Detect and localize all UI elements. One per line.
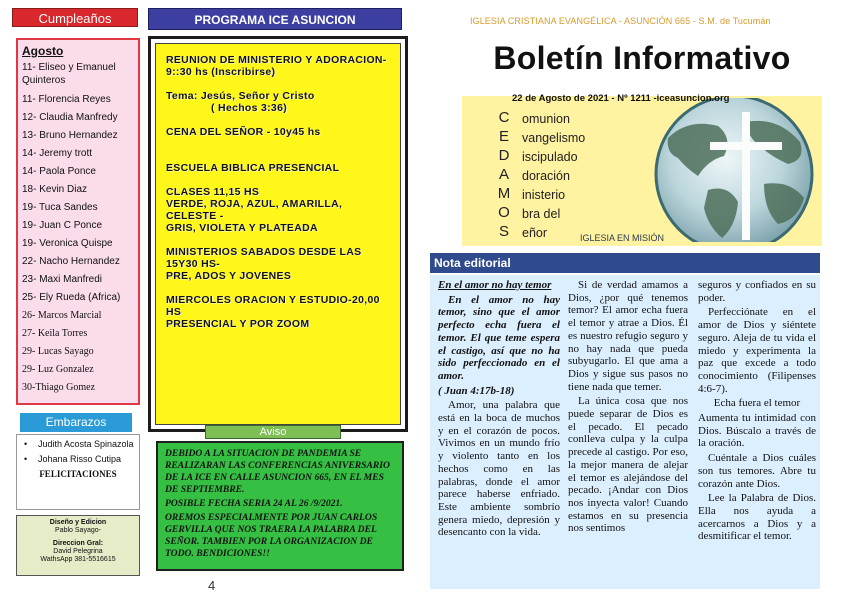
program-line: CENA DEL SEÑOR - 10y45 hs (166, 126, 321, 138)
cedamos-word: doración (522, 169, 570, 183)
program-line: MINISTERIOS SABADOS DESDE LAS 15Y30 HS- (166, 246, 362, 270)
article-verse: En el amor no hay temor, sino que el amor perfecto echa fuera el temor. El que teme espera el castigo, así que no ha sido perfeccionado en el amor. (438, 293, 560, 382)
cedamos-letter: O (498, 204, 510, 221)
list-item: 18- Kevin Diaz (22, 184, 88, 195)
list-item: 14- Paola Ponce (22, 166, 96, 177)
program-line: REUNION DE MINISTERIO Y ADORACION- 9::30 hs (Inscribirse) (166, 54, 387, 78)
aviso-paragraph: OREMOS ESPECIALMENTE POR JUAN CARLOS GERVILLA QUE NOS TRAERA LA PALABRA DEL SEÑOR. TAMBIEN POR LA ORGANIZACION DE TODO. BENDICIONES!! (165, 512, 378, 559)
contact-phone: WathsApp 381-5516615 (40, 556, 116, 563)
list-item: • Judith Acosta Spinazola (22, 439, 134, 450)
article-column-1 (438, 279, 560, 541)
design-name: Pablo Sayago- (55, 527, 101, 534)
cedamos-letters (492, 108, 516, 241)
article-paragraph: La única cosa que nos puede separar de Dios es el pecado. El pecado conlleva culpa y la culpa precede al castigo. Por eso, la mejor manera de alejar el temor es alejándose del pecado. ¡Andar con Dios nos inyecta valor! Cuando estamos en su presencia nos sentimos (568, 395, 688, 535)
cedamos-letter: S (498, 223, 509, 240)
director-name: David Pelegrina (53, 548, 103, 555)
list-item: 25- Ely Rueda (Africa) (22, 292, 121, 303)
article-paragraph: Perfecciónate en el amor de Dios y siéntete seguro. Aleja de tu vida el miedo y experimenta la paz que excede a todo conocimiento (Filipenses 4:6-7). (698, 306, 816, 395)
list-item: 23- Maxi Manfredi (22, 274, 103, 285)
nota-editorial-body (430, 275, 820, 589)
article-paragraph: Si de verdad amamos a Dios, ¿por qué tenemos temor? El amor echa fuera el temor y atrae a Dios. Él es nuestro refugio seguro y no hay nada que pueda subyugarlo. El que ama a Dios y sigue sus pasos no tiene nada que temer. (568, 279, 688, 393)
nota-editorial-title: Nota editorial (430, 253, 820, 273)
design-label: Diseño y Edicion (49, 519, 107, 526)
list-item: 29- Lucas Sayago (22, 346, 94, 357)
list-item: 13- Bruno Hernandez (22, 130, 118, 141)
article-paragraph: seguros y confiados en su poder. (698, 279, 816, 304)
issue-date: 22 de Agosto de 2021 - Nº 1211 -iceasuncion.org (512, 93, 730, 104)
list-item: 19- Veronica Quispe (22, 238, 113, 249)
list-item: 14- Jeremy trott (22, 148, 93, 159)
globe-cross-icon (638, 98, 818, 242)
cedamos-letter: A (498, 166, 509, 183)
program-line: Tema: Jesús, Señor y Cristo (166, 90, 315, 102)
embarazos-title: Embarazos (20, 413, 132, 432)
program-title: PROGRAMA ICE ASUNCION (148, 8, 402, 30)
aviso-title: Aviso (205, 425, 341, 439)
cedamos-words (522, 110, 585, 243)
list-item: 30-Thiago Gomez (22, 382, 96, 393)
cedamos-letter: E (498, 128, 509, 145)
embarazos-panel (16, 434, 140, 510)
aviso-panel (156, 441, 404, 571)
cedamos-letter: M (497, 185, 511, 202)
program-line: ( Hechos 3:36) (166, 102, 288, 114)
page-title: Boletín Informativo (493, 40, 791, 76)
list-item: 19- Juan C Ponce (22, 220, 103, 231)
list-item: 27- Keila Torres (22, 328, 88, 339)
mision-caption: IGLESIA EN MISIÓN (580, 233, 665, 243)
list-item: 11- Eliseo y Emanuel Quinteros (22, 62, 116, 86)
article-heading: En el amor no hay temor (438, 279, 552, 291)
cedamos-word: omunion (522, 112, 570, 126)
list-item: 19- Tuca Sandes (22, 202, 98, 213)
article-subheading: Echa fuera el temor (713, 397, 801, 410)
birthdays-title: Cumpleaños (12, 8, 138, 27)
aviso-paragraph: DEBIDO A LA SITUACION DE PANDEMIA SE REALIZARAN LAS CONFERENCIAS ANIVERSARIO DE LA ICE EN CALLE ASUNCION 665, EN EL MES DE SEPTIEMBRE. (165, 448, 390, 495)
list-item: • Johana Risso Cutipa (22, 454, 134, 465)
cedamos-word: vangelismo (522, 131, 586, 145)
birthdays-month: Agosto (22, 44, 64, 58)
director-label: Direccion Gral: (52, 540, 104, 547)
article-paragraph: Amor, una palabra que está en la boca de muchos y en el corazón de pocos. Vivimos en un mundo frío y violento tanto en los hechos como en las palabras, donde el amor parece haberse enfriado. Este ambiente sombrío genera miedo, depresión y desencanto con la vida. (438, 399, 560, 539)
article-reference: ( Juan 4:17b-18) (438, 384, 515, 397)
program-frame (148, 36, 408, 432)
article-column-3 (698, 279, 816, 545)
article-paragraph: Lee la Palabra de Dios. Ella nos ayuda a acercarnos a Dios y a desmitificar el temor. (698, 492, 816, 543)
cedamos-word: iscipulado (522, 150, 578, 164)
list-item: 22- Nacho Hernandez (22, 256, 120, 267)
program-line: ESCUELA BIBLICA PRESENCIAL (166, 162, 340, 174)
list-item: 11- Florencia Reyes (22, 94, 111, 105)
cedamos-word: eñor (522, 226, 548, 240)
page-number: 4 (208, 578, 216, 593)
felicitaciones-text: FELICITACIONES (39, 469, 117, 479)
cedamos-word: inisterio (522, 188, 566, 202)
list-item: 26- Marcos Marcial (22, 310, 102, 321)
birthdays-list (22, 59, 134, 397)
cedamos-letter: D (498, 147, 510, 164)
church-name: IGLESIA CRISTIANA EVANGÉLICA - ASUNCIÓN 665 - S.M. de Tucumán (470, 16, 771, 26)
list-item: 29- Luz Gonzalez (22, 364, 94, 375)
program-panel (155, 43, 401, 425)
list-item: 12- Claudia Manfredy (22, 112, 118, 123)
article-paragraph: Aumenta tu intimidad con Dios. Búscalo a través de la oración. (698, 412, 816, 450)
cedamos-banner (462, 96, 822, 246)
program-line: VERDE, ROJA, AZUL, AMARILLA, CELESTE - (166, 198, 343, 222)
program-line: PRE, ADOS Y JOVENES (166, 270, 292, 282)
program-line: MIERCOLES ORACION Y ESTUDIO-20,00 HS (166, 294, 380, 318)
credits-box (16, 515, 140, 576)
article-paragraph: Cuéntale a Dios cuáles son tus temores. Abre tu corazón ante Dios. (698, 452, 816, 490)
aviso-paragraph: POSIBLE FECHA SERIA 24 AL 26 /9/2021. (165, 498, 343, 509)
program-line: CLASES 11,15 HS (166, 186, 260, 198)
birthdays-panel (16, 38, 140, 405)
cedamos-word: bra del (522, 207, 561, 221)
cedamos-letter: C (498, 109, 510, 126)
article-column-2 (568, 279, 688, 537)
program-line: PRESENCIAL Y POR ZOOM (166, 318, 310, 330)
program-line: GRIS, VIOLETA Y PLATEADA (166, 222, 318, 234)
